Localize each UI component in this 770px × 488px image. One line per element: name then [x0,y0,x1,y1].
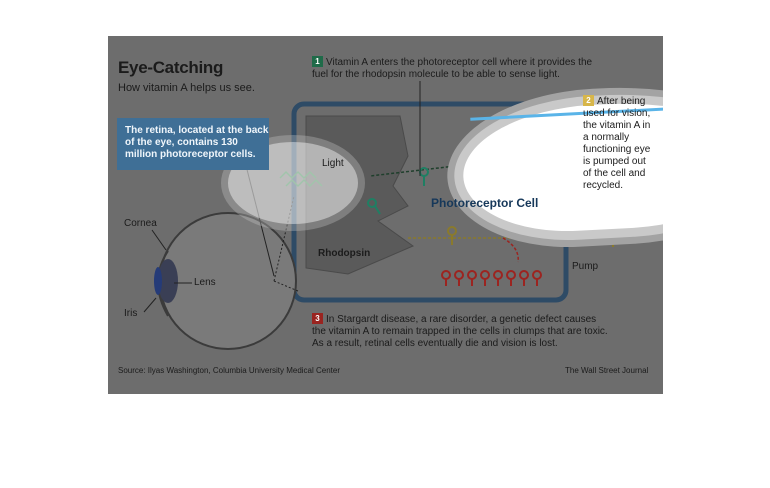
step-2-badge: 2 [583,95,594,106]
step-3-text: In Stargardt disease, a rare disorder, a genetic defect causes the vitamin A to remain trapped in the cells in clumps that are toxic. As a result, retinal cells eventually die and vision is lost. [312,314,608,349]
rhodopsin-label: Rhodopsin [318,248,371,259]
step-1-text: Vitamin A enters the photoreceptor cell where it provides the fuel for the rhodopsin molecule to be able to sense light. [312,57,593,80]
vitamin-a-clumps [442,271,541,286]
eye-ball [160,213,296,349]
page-title: Eye-Catching [118,58,224,77]
iris-leader [144,298,156,312]
cornea-leader [152,230,166,250]
recycle-arrowhead [598,234,606,242]
light-label: Light [322,158,344,169]
page-subtitle: How vitamin A helps us see. [118,82,255,94]
lens-label: Lens [194,277,216,288]
iris-label: Iris [124,308,138,319]
trap-arrow [503,238,518,262]
step-1-note [312,56,602,81]
step-2-note [583,95,653,192]
step-3-badge: 3 [312,313,323,324]
retina-callout-text: The retina, located at the back of the eye, contains 130 million photoreceptor cells. [125,125,269,160]
iris-shape [154,267,162,295]
publisher-credit: The Wall Street Journal [565,366,649,375]
step-3-note [312,313,612,350]
pump-label: Pump [572,261,599,272]
step-1-badge: 1 [312,56,323,67]
infographic-panel [108,36,663,394]
photoreceptor-cell-label: Photoreceptor Cell [431,196,539,210]
source-note: Source: Ilyas Washington, Columbia University Medical Center [118,366,341,375]
step-2-text: After being used for vision, the vitamin A in a normally functioning eye is pumped out of the cell and recycled. [583,96,651,191]
cornea-label: Cornea [124,218,157,229]
retina-callout [117,118,269,170]
